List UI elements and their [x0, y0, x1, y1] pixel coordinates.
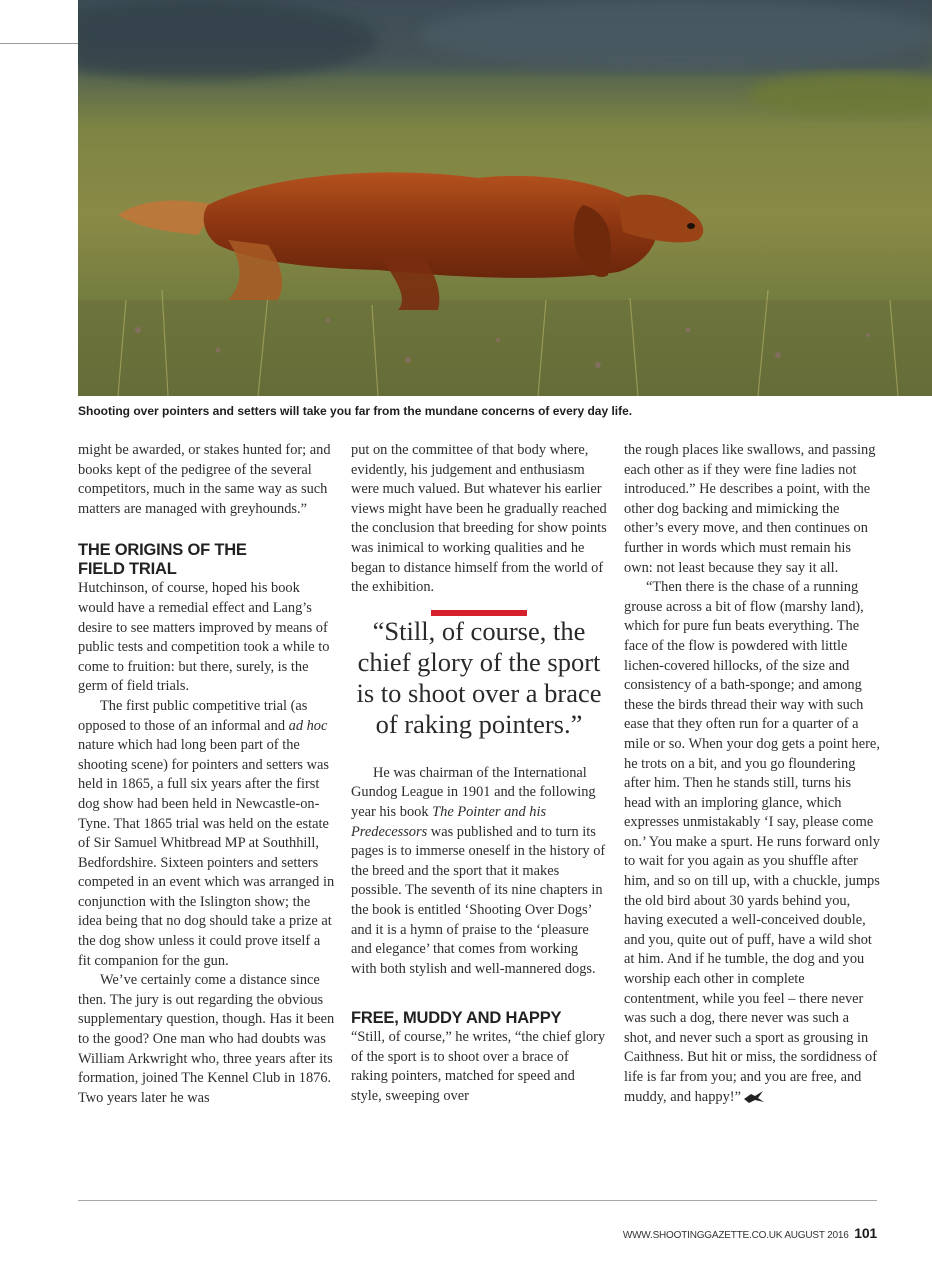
- column-1: [78, 441, 336, 1108]
- paragraph: [78, 697, 336, 971]
- paragraph: put on the committee of that body where, evidently, his judgement and enthusiasm were much valued. But whatever his earlier views might have been he gradually reached the conclusion that breeding for show points was inimical to working qualities and he began to distance himself from the world of the exhibition.: [351, 442, 607, 596]
- paragraph: “Still, of course,” he writes, “the chief glory of the sport is to shoot over a brace of raking pointers, matched for speed and style, sweeping over: [351, 1029, 606, 1105]
- text-run: nature which had long been part of the shooting scene) for pointers and setters was held in 1865, a full six years after the first dog show had been held in Newcastle-on-Tyne. That 1865 trial was held on the estate of Sir Samuel Whitbread MP at Southhill, Bedfordshire. Sixteen pointers and setters competed in an event which was arranged in conjunction with the Islington show; the idea being that no dog should take a prize at the dog show unless it could prove itself a fit companion for the gun.: [78, 737, 335, 969]
- bird-end-mark-icon: [743, 1090, 765, 1104]
- subheading-line-1: THE ORIGINS OF THE: [78, 541, 247, 560]
- text-run: was published and to turn its pages is to immerse oneself in the history of the breed and the sport that it makes possible. The seventh of its nine chapters in the book is entitled ‘Shooting Over Dogs’ and it is a hymn of praise to the ‘pleasure and elegance’ that comes from working with both stylish and well-mannered dogs.: [351, 823, 606, 977]
- issue-date: AUGUST 2016: [784, 1230, 849, 1241]
- subheading-free-muddy-happy: FREE, MUDDY AND HAPPY: [351, 1009, 562, 1028]
- paragraph: might be awarded, or stakes hunted for; and books kept of the pedigree of the several competitors, much in the same way as such matters are managed with greyhounds.”: [78, 442, 331, 517]
- subheading-line-2: FIELD TRIAL: [78, 560, 177, 579]
- text-run: He was chairman of the International Gundog League in 1901 and the following year his book: [351, 764, 596, 820]
- pullquote: “Still, of course, the chief glory of the sport is to shoot over a brace of raking pointers.”: [356, 615, 602, 739]
- hero-photo: [78, 0, 932, 396]
- column-3: [624, 441, 880, 1107]
- column-2: [351, 441, 607, 1107]
- italic-text: ad hoc: [288, 717, 328, 734]
- paragraph: Hutchinson, of course, hoped his book would have a remedial effect and Lang’s desire to see matters improved by means of public tests and competition took a while to come to fruition: but there, surely, is the germ of field trials.: [78, 580, 330, 695]
- paragraph: the rough places like swallows, and passing each other as if they were fine ladies not introduced.” He describes a point, with the other dog backing and mimicking the other’s every move, and then continues on further in words which must remain his own: not least because they say it all.: [624, 442, 876, 576]
- paragraph: [624, 578, 880, 1107]
- page-footer: [623, 1225, 877, 1241]
- text-run: “Then there is the chase of a running grouse across a bit of flow (marshy land), which for pure fun beats everything. The face of the flow is powdered with little lichen-covered hillocks, of the size and consistency of a bath-sponge; and among these the birds thread their way with such ease that they often run for a quarter of a mile or so. When your dog gets a point here, he trots on a bit, and you go floundering after him. Then he stands still, turns his head with an imploring glance, which expresses unmistakably ‘I say, please come on.’ You make a spurt. He runs forward only to wait for you again as you shuffle after him, and so on till up, with a chuckle, jumps the old bird about 30 yards behind you, having executed a well-conceived double, and you, quite out of puff, have a wild shot at him. And if he tumble, the dog and you worship each other in complete contentment, while you feel – there never was such a dog, there never was such a shot, and never such a sport as grousing in Caithness. But hit or miss, the sordidness of life is far from you; and you are free, and muddy, and happy!”: [624, 579, 880, 1105]
- page-number: 101: [854, 1225, 877, 1241]
- footer-rule: [78, 1200, 877, 1201]
- website-url: WWW.SHOOTINGGAZETTE.CO.UK: [622, 1230, 783, 1241]
- subheading-origins: [78, 541, 336, 579]
- book-title: The Pointer and his Predecessors: [351, 803, 547, 840]
- corner-rule: [0, 43, 78, 44]
- setter-dog-photo: [78, 0, 932, 396]
- photo-caption: Shooting over pointers and setters will take you far from the mundane concerns of every day life.: [78, 404, 633, 418]
- paragraph: [351, 764, 607, 980]
- paragraph: We’ve certainly come a distance since then. The jury is out regarding the obvious supplementary question, though. Has it been to the good? One man who had doubts was William Arkwright who, three years after its formation, joined The Kennel Club in 1876. Two years later he was: [78, 972, 335, 1106]
- text-run: The first public competitive trial (as opposed to those of an informal and: [78, 697, 308, 734]
